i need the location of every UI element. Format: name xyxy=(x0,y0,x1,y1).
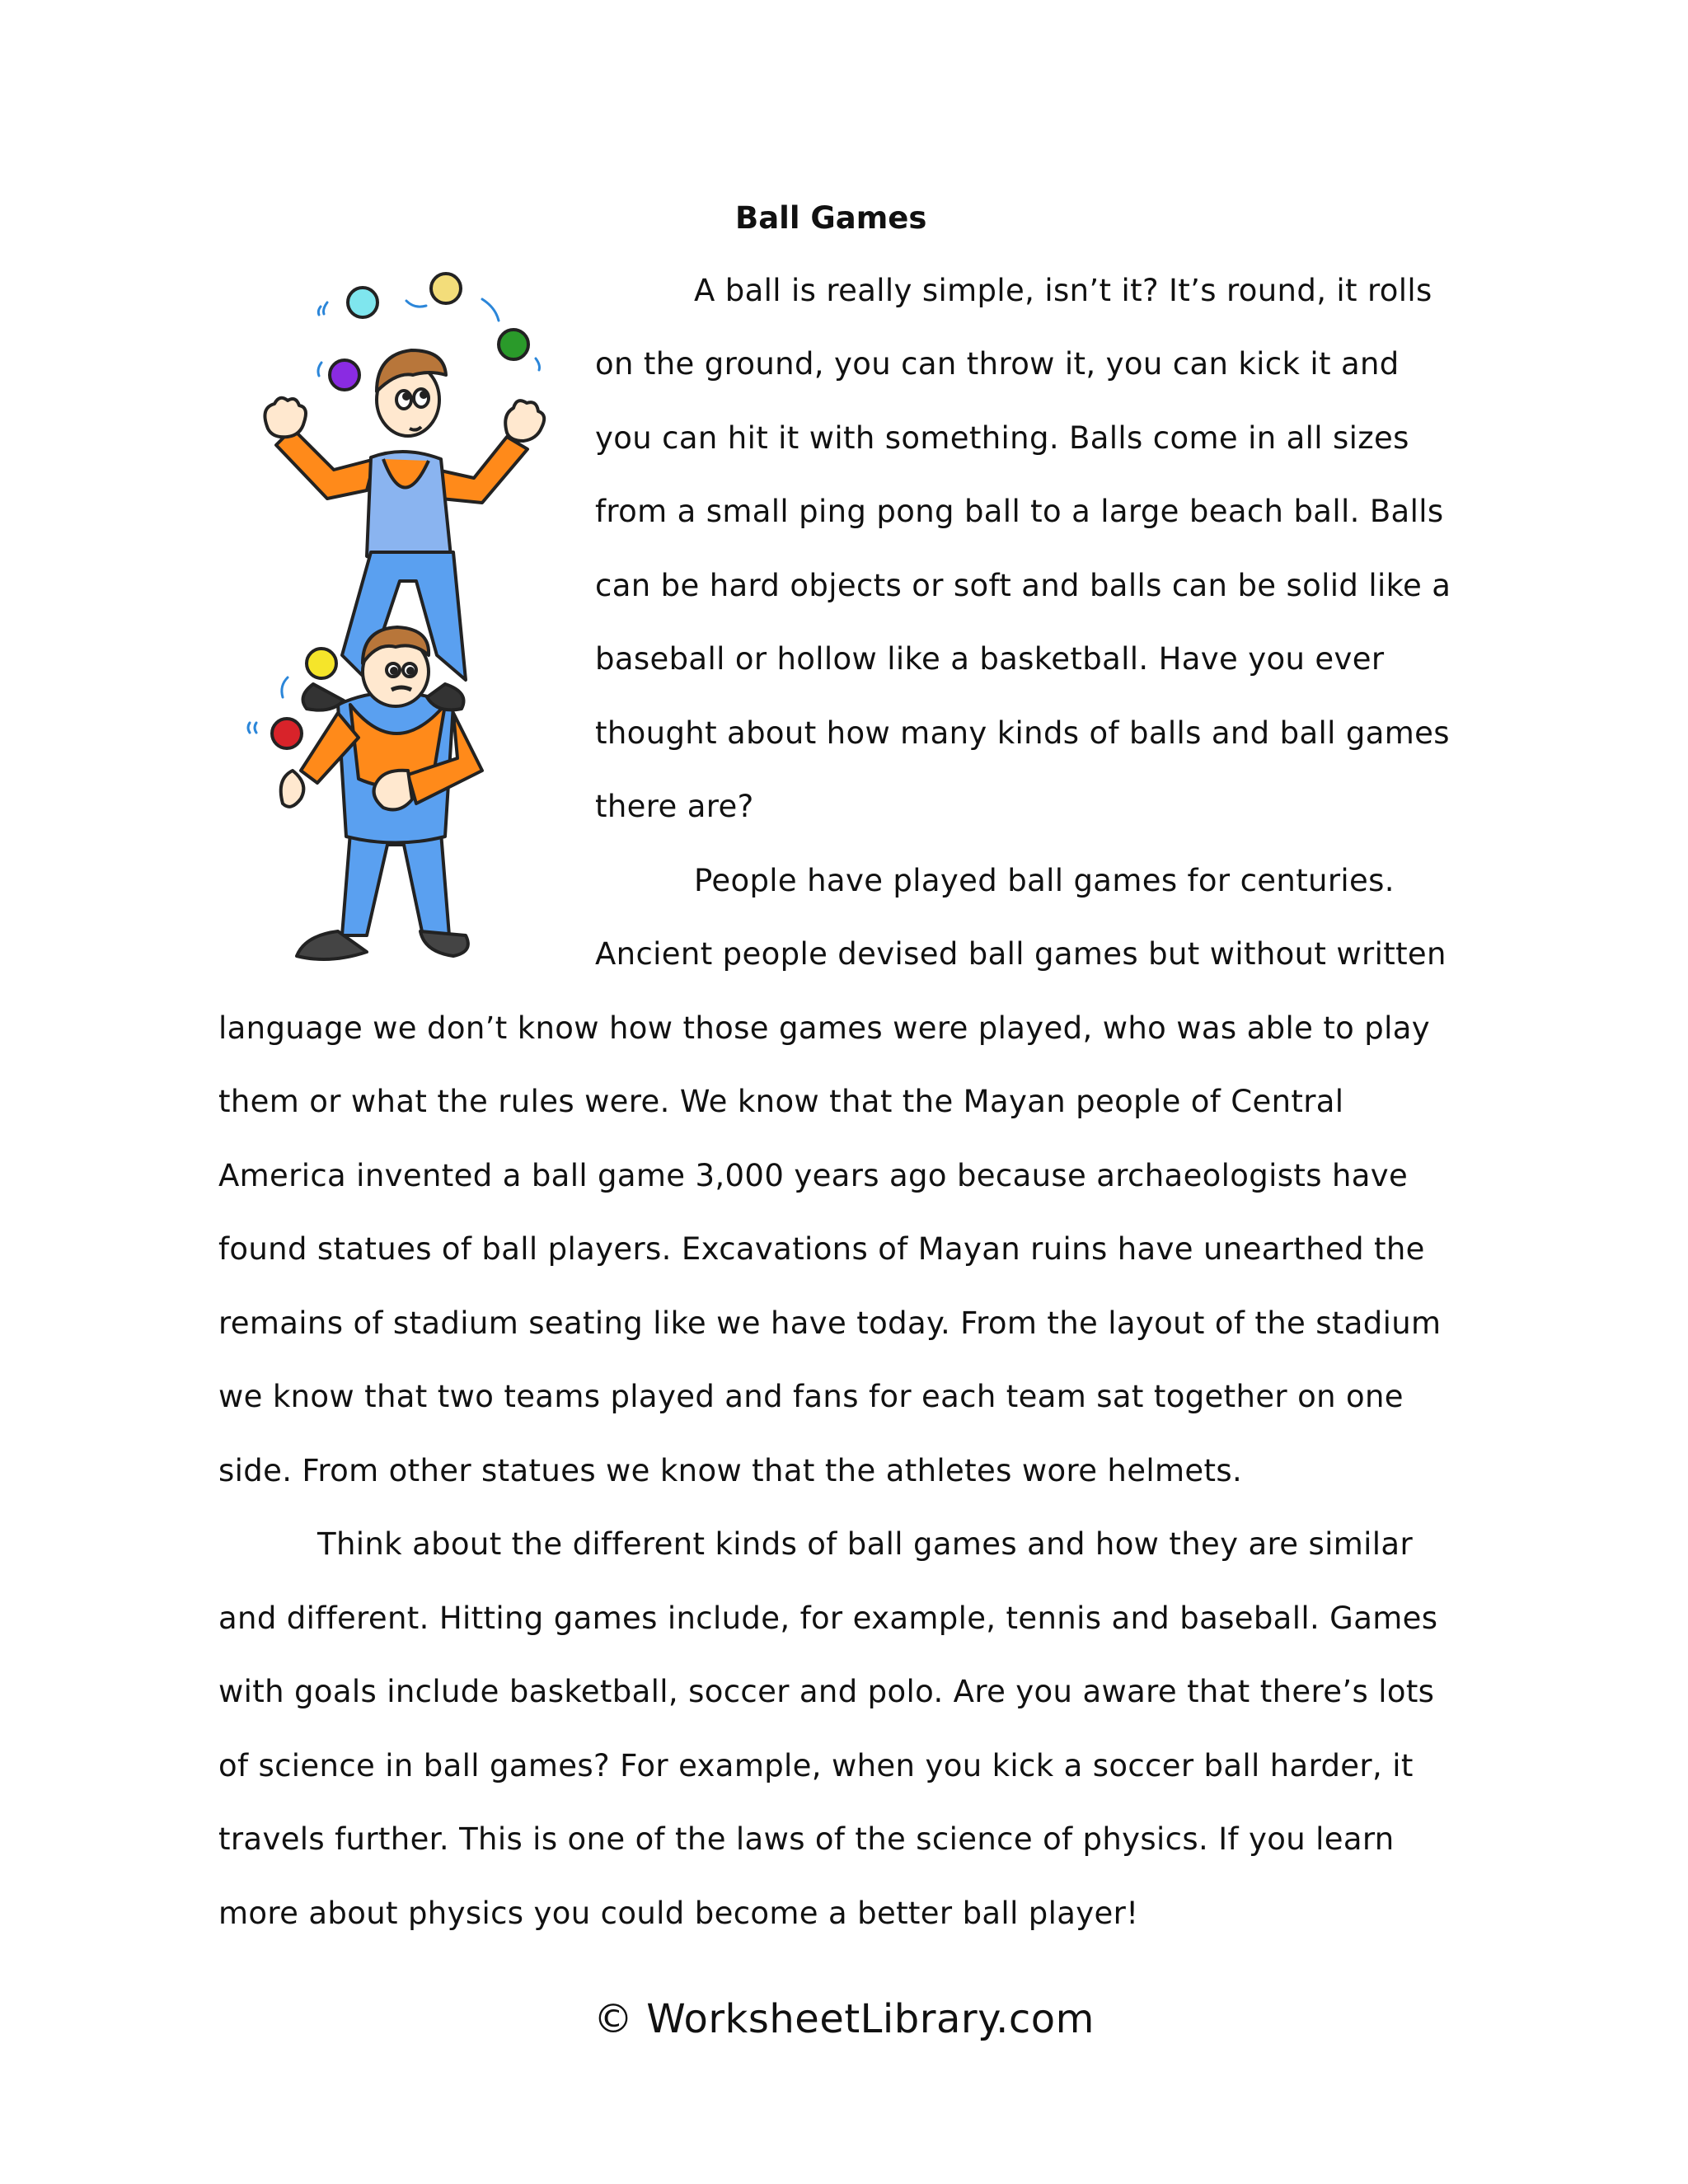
text-line: thought about how many kinds of balls and ball games xyxy=(595,715,1450,751)
text-line: with goals include basketball, soccer and polo. Are you aware that there’s lots xyxy=(218,1674,1435,1709)
text-line: travels further. This is one of the laws of the science of physics. If you learn xyxy=(218,1821,1395,1857)
text-line: there are? xyxy=(595,789,754,824)
text-line: more about physics you could become a better ball player! xyxy=(218,1896,1139,1931)
text-line: you can hit it with something. Balls come in all sizes xyxy=(595,420,1409,456)
text-line: from a small ping pong ball to a large beach ball. Balls xyxy=(595,494,1444,529)
text-line: we know that two teams played and fans for each team sat together on one xyxy=(218,1379,1404,1414)
page-title: Ball Games xyxy=(735,200,927,236)
text-line: on the ground, you can throw it, you can kick it and xyxy=(595,346,1400,382)
text-line: America invented a ball game 3,000 years ago because archaeologists have xyxy=(218,1158,1409,1193)
text-line: found statues of ball players. Excavations of Mayan ruins have unearthed the xyxy=(218,1231,1425,1267)
copyright-footer: © WorksheetLibrary.com xyxy=(593,1996,1095,2042)
text-line: baseball or hollow like a basketball. Have you ever xyxy=(595,641,1385,677)
text-line: Ancient people devised ball games but without written xyxy=(595,936,1447,972)
text-line: remains of stadium seating like we have today. From the layout of the stadium xyxy=(218,1305,1442,1341)
text-line: language we don’t know how those games were played, who was able to play xyxy=(218,1010,1431,1046)
text-line: can be hard objects or soft and balls can be solid like a xyxy=(595,568,1451,603)
text-line: of science in ball games? For example, when you kick a soccer ball harder, it xyxy=(218,1748,1414,1783)
text-line: A ball is really simple, isn’t it? It’s round, it rolls xyxy=(694,273,1432,308)
text-line: side. From other statues we know that the athletes wore helmets. xyxy=(218,1453,1243,1488)
text-line: Think about the different kinds of ball games and how they are similar xyxy=(317,1526,1414,1562)
text-line: People have played ball games for centuries. xyxy=(694,863,1395,898)
text-line: and different. Hitting games include, for example, tennis and baseball. Games xyxy=(218,1601,1438,1636)
text-line: them or what the rules were. We know that the Mayan people of Central xyxy=(218,1084,1344,1119)
